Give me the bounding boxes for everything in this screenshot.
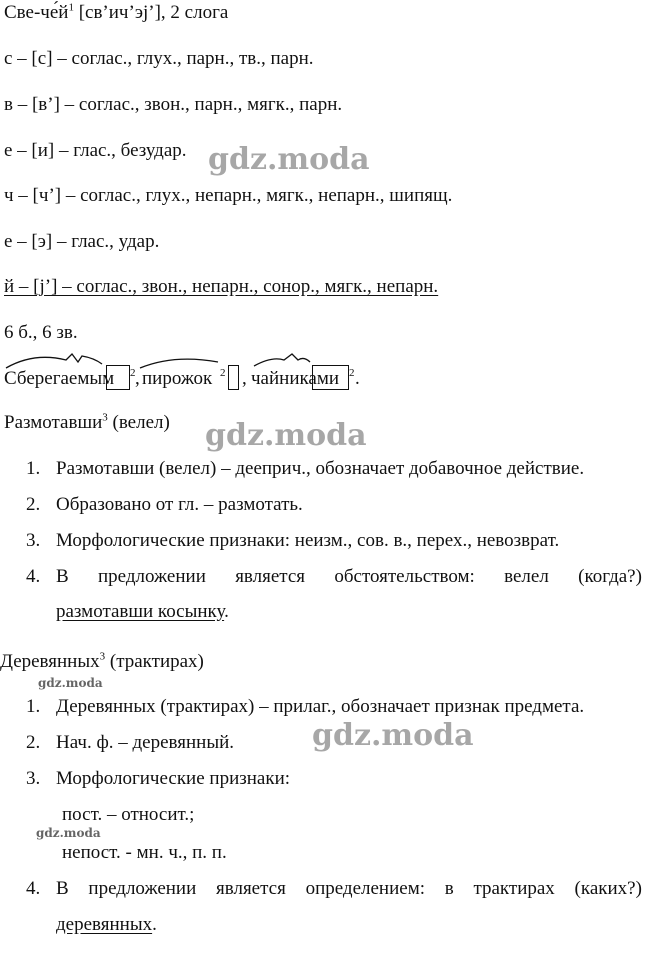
phonetic-line: е – [э] – глас., удар. (4, 231, 160, 252)
list-number: 2. (26, 732, 41, 753)
section-context: (велел) (107, 412, 170, 433)
morph-end: . (355, 368, 360, 389)
word: предложении (88, 878, 197, 899)
phonetic-line: е – [и] – глас., безудар. (4, 140, 187, 161)
watermark-small: gdz.moda (38, 676, 103, 690)
period: . (224, 601, 229, 622)
morph-word-3: чайниками (251, 368, 340, 389)
zero-ending-box (228, 365, 239, 390)
list-subitem: непост. - мн. ч., п. п. (62, 842, 227, 863)
watermark: gdz.moda (208, 142, 370, 177)
morph-sup-2: 2 (220, 367, 226, 379)
list-subitem: пост. – относит.; (62, 804, 195, 825)
section-title-1 (4, 412, 170, 434)
morph-sep-2: , (242, 368, 247, 389)
list-item: Образовано от гл. – размотать. (56, 494, 303, 515)
section-word: Деревянных (0, 651, 100, 672)
section-title-2 (0, 651, 204, 673)
morph-sep-1: , (135, 368, 140, 389)
list-item: Морфологические признаки: (56, 768, 291, 789)
word: (когда?) (578, 566, 642, 587)
underlined-phrase: деревянных (56, 914, 153, 935)
sounds-summary: 6 б., 6 зв. (4, 322, 78, 343)
morph-sup-3: 2 (349, 367, 355, 379)
word: В (56, 878, 69, 899)
word: (каких?) (574, 878, 642, 899)
list-item: Нач. ф. – деревянный. (56, 732, 235, 753)
list-item-continuation (56, 601, 229, 623)
list-number: 3. (26, 530, 41, 551)
header-sup: 1 (68, 1, 74, 14)
list-item (56, 566, 642, 588)
watermark-small: gdz.moda (36, 826, 101, 840)
word: является (235, 566, 306, 587)
list-item: Размотавши (велел) – дееприч., обозначает добавочное действие. (56, 458, 585, 479)
section-word: Размотавши (4, 412, 103, 433)
morphemic-analysis (4, 352, 404, 392)
list-number: 1. (26, 696, 41, 717)
watermark: gdz.moda (312, 718, 474, 753)
list-item-continuation (56, 914, 157, 936)
phonetic-line: ч – [ч’] – соглас., глух., непарн., мягк., непарн., шипящ. (4, 185, 453, 206)
list-number: 3. (26, 768, 41, 789)
word-header (4, 2, 228, 24)
underlined-phrase: размотавши косынку (56, 601, 225, 622)
watermark: gdz.moda (205, 418, 367, 453)
phonetic-line: с – [с] – соглас., глух., парн., тв., парн. (4, 48, 314, 69)
list-number: 4. (26, 878, 41, 899)
phonetic-line: в – [в’] – соглас., звон., парн., мягк., парн. (4, 94, 343, 115)
section-sup: 3 (99, 650, 106, 663)
morph-word-2: пирожок (142, 368, 213, 389)
header-transcription: [св’ич’эj’], 2 слога (78, 2, 229, 23)
list-item (56, 878, 642, 900)
word: в (444, 878, 454, 899)
phonetic-line-underlined: й – [j’] – соглас., звон., непарн., сонор., мягк., непарн. (4, 276, 439, 297)
word: В (56, 566, 69, 587)
list-number: 2. (26, 494, 41, 515)
list-number: 4. (26, 566, 41, 587)
word: определением: (305, 878, 425, 899)
word: трактирах (473, 878, 555, 899)
morph-word-1: Сберегаемым (4, 368, 115, 389)
word: предложении (98, 566, 206, 587)
word: велел (504, 566, 549, 587)
word: обстоятельством: (334, 566, 475, 587)
section-context: (трактирах) (105, 651, 204, 672)
period: . (152, 914, 157, 935)
morph-sup-1: 2 (130, 367, 136, 379)
list-number: 1. (26, 458, 41, 479)
list-item: Морфологические признаки: неизм., сов. в., перех., невозврат. (56, 530, 560, 551)
word: является (216, 878, 286, 899)
header-word: Све-че́й (4, 2, 69, 23)
section-sup: 3 (102, 411, 108, 424)
list-item: Деревянных (трактирах) – прилаг., обозначает признак предмета. (56, 696, 585, 717)
